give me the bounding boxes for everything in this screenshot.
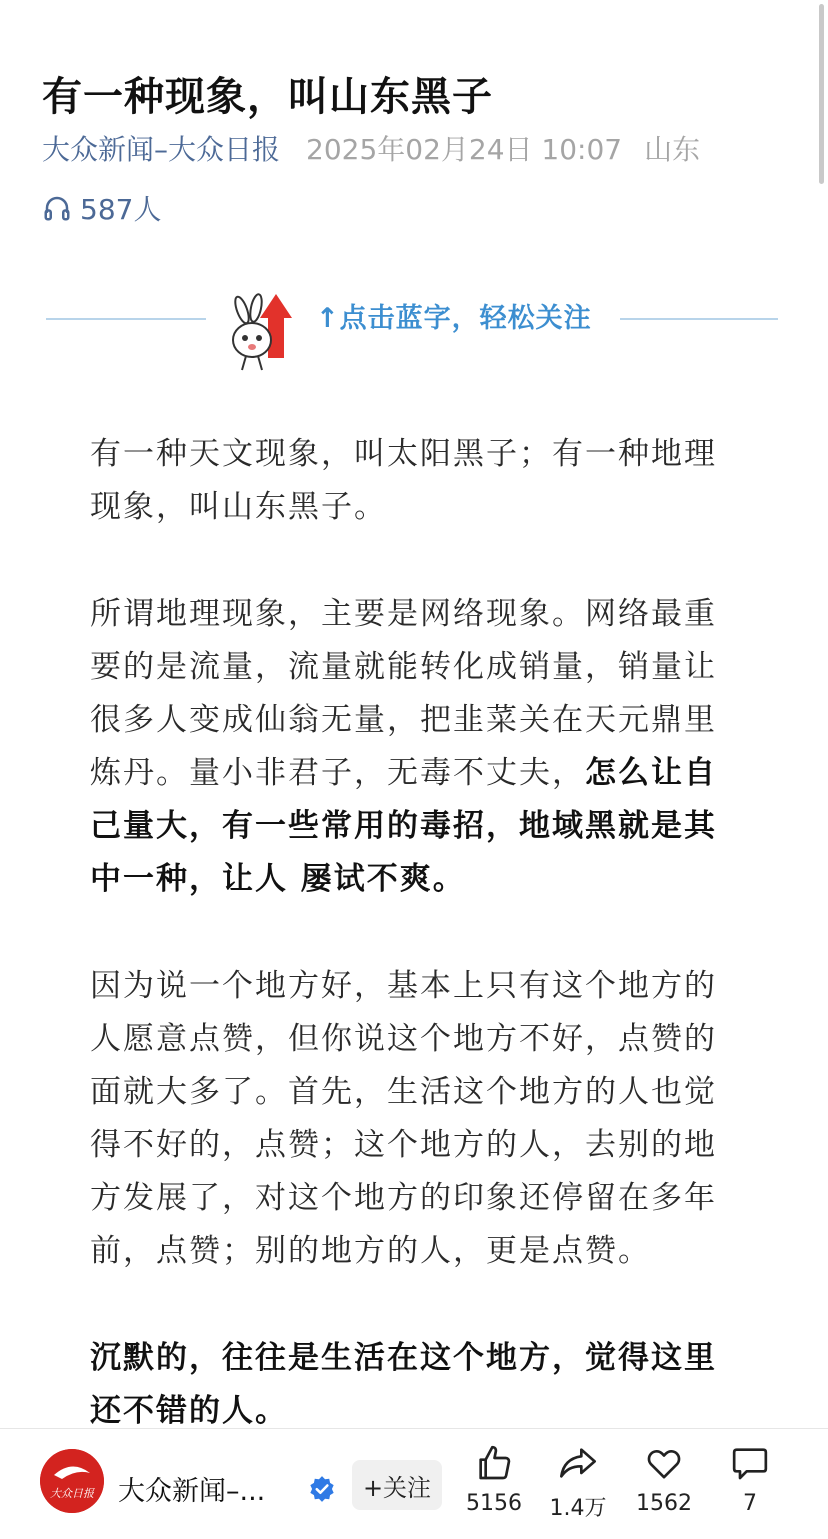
paragraph-4: 沉默的，往往是生活在这个地方，觉得这里还不错的人。	[90, 1340, 717, 1428]
paragraph-2: 所谓地理现象，主要是网络现象。网络最重要的是流量，流量就能转化成销量，销量让很多人变成仙翁无量，把韭菜关在天元鼎里炼丹。量小非君子，无毒不丈夫，怎么让自己量大，有一些常用的毒招，地域黑就是其中一种，让人 屡试不爽。	[90, 596, 717, 897]
svg-text:大众日报: 大众日报	[50, 1487, 94, 1500]
article-date: 2025年02月24日 10:07	[306, 133, 623, 166]
account-avatar[interactable]	[40, 1449, 104, 1513]
paragraph-3: 因为说一个地方好，基本上只有这个地方的人愿意点赞，但你说这个地方不好，点赞的面就大多了。首先，生活这个地方的人也觉得不好的，点赞；这个地方的人，去别的地方发展了，对这个地方的印象还停留在多年前，点赞；别的地方的人，更是点赞。	[90, 968, 717, 1269]
like-button[interactable]	[454, 1443, 534, 1516]
listen-button[interactable]	[42, 186, 161, 230]
article-location: 山东	[644, 133, 701, 166]
listener-count: 587人	[80, 193, 162, 226]
scrollbar[interactable]	[819, 4, 824, 184]
verified-badge-icon	[308, 1475, 336, 1503]
article-body	[90, 428, 740, 1428]
bottom-action-bar	[0, 1428, 828, 1539]
article-title: 有一种现象，叫山东黑子	[42, 73, 493, 120]
account-name[interactable]: 大众新闻–...	[118, 1476, 266, 1507]
article-source[interactable]: 大众新闻–大众日报	[42, 133, 281, 166]
comment-count: 7	[743, 1491, 757, 1516]
banner-divider-right	[620, 318, 778, 320]
article-meta	[42, 126, 700, 170]
paragraph-1: 有一种天文现象，叫太阳黑子；有一种地理现象，叫山东黑子。	[90, 436, 717, 525]
banner-divider-left	[46, 318, 206, 320]
share-icon	[558, 1443, 598, 1483]
favorite-button[interactable]	[624, 1443, 704, 1516]
comment-button[interactable]	[710, 1443, 790, 1516]
rabbit-mascot-icon	[224, 288, 304, 374]
headphones-icon	[42, 193, 72, 223]
comment-icon	[730, 1443, 770, 1483]
follow-banner[interactable]	[46, 282, 778, 374]
favorite-count: 1562	[636, 1491, 692, 1516]
heart-icon	[644, 1443, 684, 1483]
thumbs-up-icon	[474, 1443, 514, 1483]
dazhong-logo-icon	[40, 1449, 104, 1513]
share-button[interactable]	[538, 1443, 618, 1522]
banner-text: ↑点击蓝字，轻松关注	[316, 303, 592, 334]
follow-button[interactable]: +关注	[352, 1460, 442, 1510]
like-count: 5156	[466, 1491, 522, 1516]
share-count: 1.4万	[549, 1496, 607, 1521]
